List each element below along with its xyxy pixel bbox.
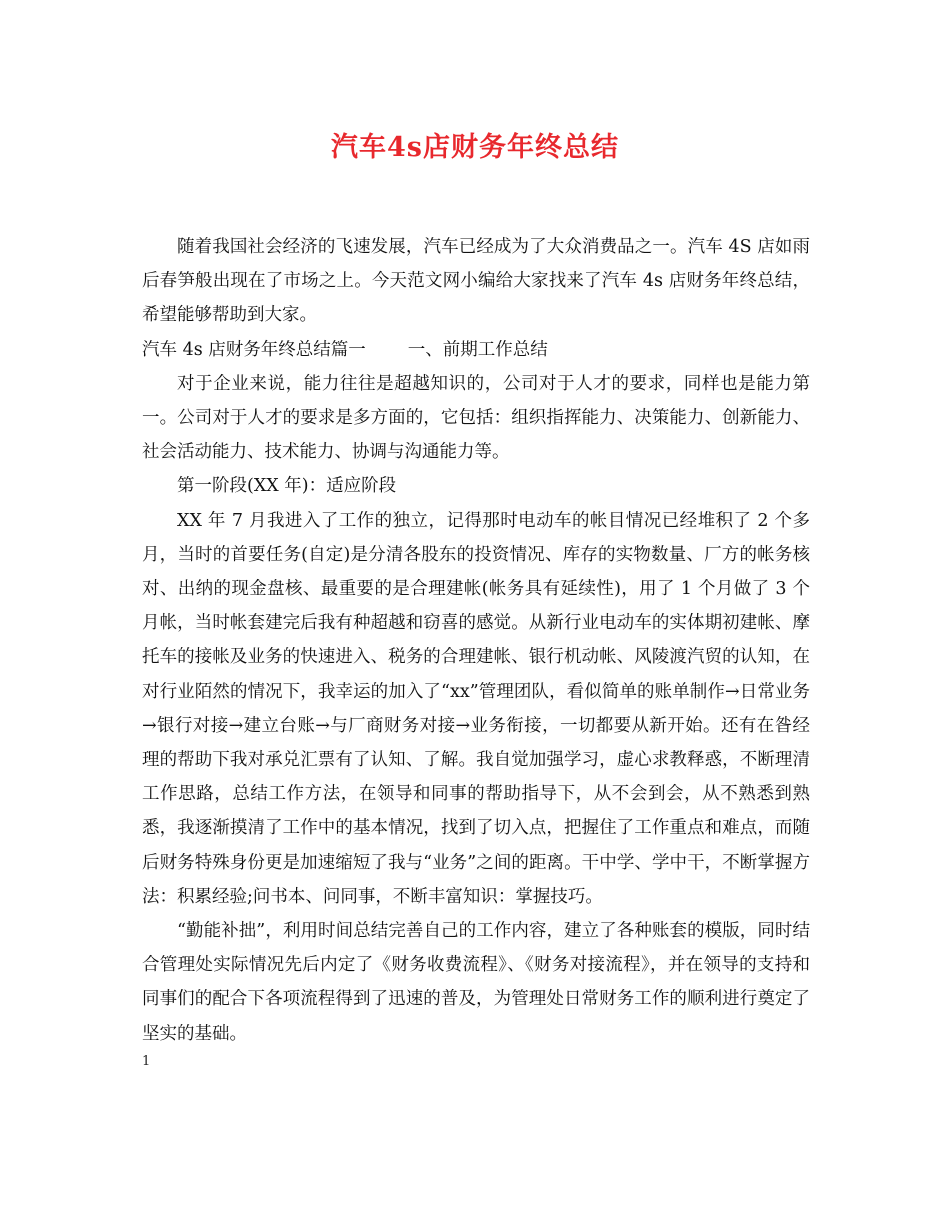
page-number: 1 [142,1054,151,1069]
section-heading [142,333,810,367]
paragraph-stage-one: 第一阶段(XX 年)：适应阶段 [177,476,397,497]
section-heading-title: 汽车 4s 店财务年终总结篇一 [142,339,366,360]
paragraph-capability: 对于企业来说，能力往往是超越知识的，公司对于人才的要求，同样也是能力第一。公司对于人才的要求是多方面的，它包括：组织指挥能力、决策能力、创新能力、社会活动能力、技术能力、协调与沟通能力等。 [142,373,810,463]
document-title: 汽车4s店财务年终总结 [331,132,619,163]
paragraph-diligence: “勤能补拙”，利用时间总结完善自己的工作内容，建立了各种账套的模版，同时结合管理处实际情况先后内定了《财务收费流程》、《财务对接流程》，并在领导的支持和同事们的配合下各项流程得到了迅速的普及，为管理处日常财务工作的顺利进行奠定了坚实的基础。 [142,921,810,1044]
document-body [142,230,810,1051]
intro-paragraph: 随着我国社会经济的飞速发展，汽车已经成为了大众消费品之一。汽车 4S 店如雨后春笋般出现在了市场之上。今天范文网小编给大家找来了汽车 4s 店财务年终总结，希望能够帮助到大家。 [142,237,810,326]
paragraph-stage-one-detail: XX 年 7 月我进入了工作的独立，记得那时电动车的帐目情况已经堆积了 2 个多月，当时的首要任务(自定)是分清各股东的投资情况、库存的实物数量、厂方的帐务核对、出纳的现金盘核、最重要的是合理建帐(帐务具有延续性)，用了 1 个月做了 3 个月帐，当时帐套建完后我有种超越和窃喜的感觉。从新行业电动车的实体期初建帐、摩托车的接帐及业务的快速进入、税务的合理建帐、银行机动帐、风陵渡汽贸的认知，在对行业陌然的情况下，我幸运的加入了“xx”管理团队，看似简单的账单制作→日常业务→银行对接→建立台账→与厂商财务对接→业务衔接，一切都要从新开始。还有在昝经理的帮助下我对承兑汇票有了认知、了解。我自觉加强学习，虚心求教释惑，不断理清工作思路，总结工作方法，在领导和同事的帮助指导下，从不会到会，从不熟悉到熟悉，我逐渐摸清了工作中的基本情况，找到了切入点，把握住了工作重点和难点，而随后财务特殊身份更是加速缩短了我与“业务”之间的距离。干中学、学中干，不断掌握方法：积累经验;问书本、问同事，不断丰富知识：掌握技巧。 [142,510,810,907]
section-heading-subtitle: 一、前期工作总结 [407,339,548,360]
